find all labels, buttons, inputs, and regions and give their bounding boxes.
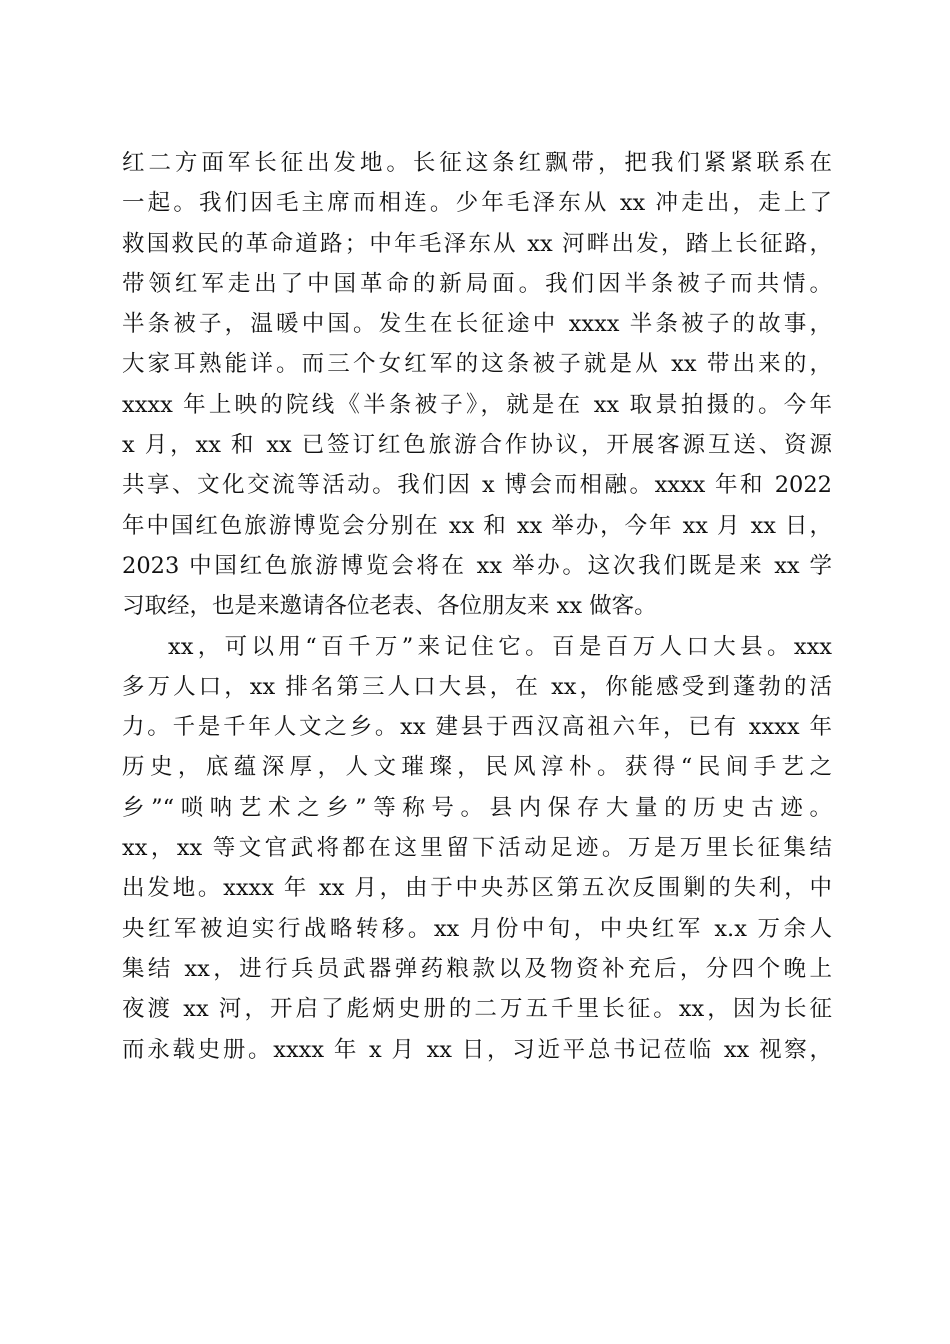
body-text bbox=[122, 143, 832, 1070]
text-line: 历史，底蕴深厚，人文璀璨，民风淳朴。获得“民间手艺之 bbox=[122, 754, 832, 781]
text-line: 共享、文化交流等活动。我们因 x 博会而相融。xxxx 年和 2022 bbox=[122, 472, 832, 499]
text-line: 集结 xx，进行兵员武器弹药粮款以及物资补充后，分四个晚上 bbox=[122, 955, 832, 982]
text-line: 救国救民的革命道路；中年毛泽东从 xx 河畔出发，踏上长征路， bbox=[122, 230, 832, 257]
text-line: 一起。我们因毛主席而相连。少年毛泽东从 xx 冲走出，走上了 bbox=[122, 190, 832, 217]
text-line: x 月，xx 和 xx 已签订红色旅游合作协议，开展客源互送、资源 bbox=[122, 432, 832, 459]
text-line: 出发地。xxxx 年 xx 月，由于中央苏区第五次反围剿的失利，中 bbox=[122, 875, 832, 902]
text-line: 多万人口，xx 排名第三人口大县，在 xx，你能感受到蓬勃的活 bbox=[122, 673, 832, 700]
text-line: 习取经，也是来邀请各位老表、各位朋友来 xx 做客。 bbox=[122, 593, 657, 620]
text-line: xxxx 年上映的院线《半条被子》，就是在 xx 取景拍摄的。今年 bbox=[122, 391, 832, 418]
text-line: 而永载史册。xxxx 年 x 月 xx 日，习近平总书记莅临 xx 视察， bbox=[122, 1036, 832, 1063]
text-line: xx，可以用“百千万”来记住它。百是百万人口大县。xxx bbox=[168, 633, 832, 660]
text-line: 带领红军走出了中国革命的新局面。我们因半条被子而共情。 bbox=[122, 270, 832, 297]
text-line: 年中国红色旅游博览会分别在 xx 和 xx 举办，今年 xx 月 xx 日， bbox=[122, 512, 832, 539]
text-line: 夜渡 xx 河，开启了彪炳史册的二万五千里长征。xx，因为长征 bbox=[122, 996, 832, 1023]
text-line: 红二方面军长征出发地。长征这条红飘带，把我们紧紧联系在 bbox=[122, 150, 832, 176]
paragraph-1 bbox=[122, 143, 832, 627]
text-line: 力。千是千年人文之乡。xx 建县于西汉高祖六年，已有 xxxx 年 bbox=[122, 714, 832, 741]
text-line: 央红军被迫实行战略转移。xx 月份中旬，中央红军 x.x 万余人 bbox=[122, 915, 832, 942]
text-line: 乡”“唢呐艺术之乡”等称号。县内保存大量的历史古迹。 bbox=[122, 794, 832, 821]
text-line: 2023 中国红色旅游博览会将在 xx 举办。这次我们既是来 xx 学 bbox=[122, 552, 832, 579]
paragraph-2 bbox=[122, 627, 832, 1070]
text-line: xx，xx 等文官武将都在这里留下活动足迹。万是万里长征集结 bbox=[122, 835, 832, 862]
text-line: 大家耳熟能详。而三个女红军的这条被子就是从 xx 带出来的， bbox=[122, 351, 832, 378]
text-line: 半条被子，温暖中国。发生在长征途中 xxxx 半条被子的故事， bbox=[122, 311, 832, 338]
